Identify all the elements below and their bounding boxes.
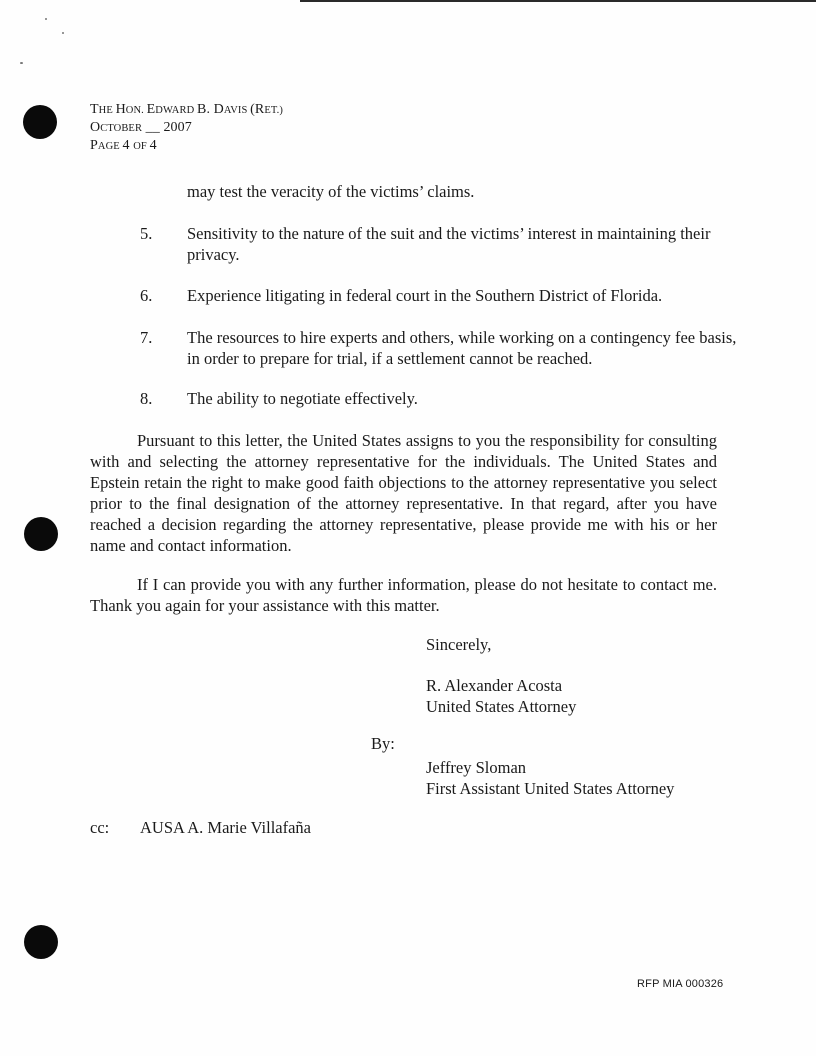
scan-speck bbox=[45, 18, 47, 20]
signer-name: R. Alexander Acosta bbox=[426, 676, 563, 695]
bates-number: RFP MIA 000326 bbox=[637, 978, 724, 990]
list-item-text: Experience litigating in federal court in the Southern District of Florida. bbox=[187, 286, 663, 305]
header-addressee: THE HON. EDWARD B. DAVIS (RET.) bbox=[90, 102, 283, 117]
scan-speck bbox=[62, 32, 64, 34]
signer-title: United States Attorney bbox=[426, 697, 577, 716]
punch-hole-top bbox=[23, 105, 57, 139]
top-edge-rule bbox=[300, 0, 816, 2]
list-item-text: The ability to negotiate effectively. bbox=[187, 389, 418, 408]
cc-label: cc: bbox=[90, 818, 110, 837]
by-label: By: bbox=[371, 734, 395, 753]
agent-title: First Assistant United States Attorney bbox=[426, 779, 675, 798]
header-page-number: PAGE 4 OF 4 bbox=[90, 138, 157, 153]
list-item-number: 5. bbox=[140, 224, 153, 243]
list-item-number: 6. bbox=[140, 286, 153, 305]
cc-recipient: AUSA A. Marie Villafaña bbox=[140, 818, 312, 837]
body-paragraph: Pursuant to this letter, the United States assigns to you the responsibility for consulting with and selecting the attorney representative for the individuals. The United States and Epstein retain the right to make good faith objections to the attorney representative you select prior to the final designation of the attorney representative. In that regard, after you have reached a decision regarding the attorney representative, please provide me with his or her name and contact information. bbox=[90, 431, 717, 555]
agent-name: Jeffrey Sloman bbox=[426, 758, 527, 777]
list-item-number: 8. bbox=[140, 389, 153, 408]
punch-hole-bottom bbox=[24, 925, 58, 959]
continued-list-text: may test the veracity of the victims’ claims. bbox=[187, 182, 475, 201]
closing-salutation: Sincerely, bbox=[426, 635, 492, 654]
cc-line bbox=[90, 817, 311, 838]
list-item-number: 7. bbox=[140, 328, 153, 347]
punch-hole-middle bbox=[24, 517, 58, 551]
letter-header bbox=[90, 101, 283, 155]
list-item-text: The resources to hire experts and others, while working on a contingency fee basis, in order to prepare for trial, if a settlement cannot be reached. bbox=[187, 328, 737, 368]
body-paragraph: If I can provide you with any further information, please do not hesitate to contact me. Thank you again for your assistance with this matter. bbox=[90, 575, 717, 615]
header-date: OCTOBER __ 2007 bbox=[90, 120, 192, 135]
scan-speck bbox=[20, 62, 23, 64]
list-item-text: Sensitivity to the nature of the suit and the victims’ interest in maintaining their privacy. bbox=[187, 224, 711, 264]
